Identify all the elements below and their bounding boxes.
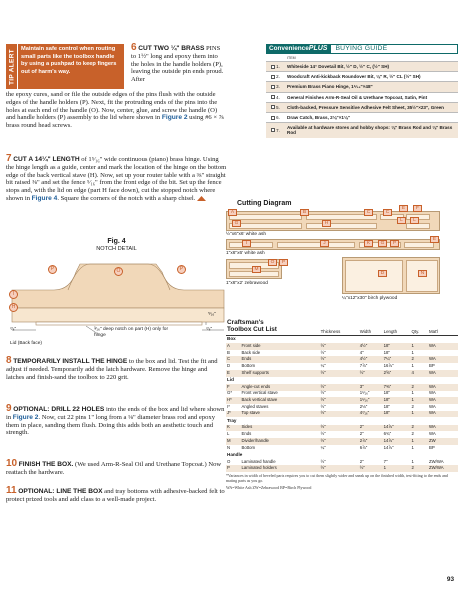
- board-label: 1"x6"x2' zebrawood: [226, 281, 268, 286]
- figure-subtitle: NOTCH DETAIL: [96, 246, 137, 252]
- step-number: 6: [131, 42, 137, 53]
- table-cell: Ends: [240, 356, 319, 363]
- list-item: [266, 81, 458, 91]
- list-item: [266, 112, 458, 122]
- section-label: Lid: [227, 377, 234, 383]
- step-text: (We used Arm-R-Seal Oil and Urethane Topcoat.) Now reattach the hardware.: [6, 461, 222, 476]
- table-cell: WA: [428, 343, 458, 350]
- item-number: 2.: [276, 74, 280, 80]
- step-text: . Square the corners of the notch with a sharp chisel.: [57, 194, 196, 202]
- checkbox[interactable]: [271, 128, 275, 132]
- part-label-g: G: [232, 220, 241, 227]
- column-header: Length: [383, 328, 398, 334]
- lid-label: Lid (Back face): [10, 341, 42, 346]
- table-row: [226, 425, 458, 432]
- step-heading: CUT TWO ¼" BRASS: [138, 45, 205, 52]
- table-cell: ½": [320, 411, 359, 418]
- step-text: . Now, cut 22 pins 1" long from a ⅛" diameter brass rod and epoxy them in place, sanding them flush. Doing this adds both an aesthetic touch and strength.: [6, 413, 215, 437]
- checkbox[interactable]: [271, 65, 275, 69]
- step-text: using #6 × ⅞ brass round head screws.: [6, 114, 224, 130]
- table-cell: ½": [320, 403, 326, 409]
- table-cell: 2: [410, 384, 428, 391]
- table-cell: 18": [383, 403, 390, 409]
- column-header: Width: [359, 328, 372, 334]
- table-cell: 1⁵⁄₁₆": [359, 397, 383, 404]
- table-cell: 2: [410, 465, 428, 472]
- part-label-n: N: [418, 270, 427, 277]
- step-heading: CUT A 14¼" LENGTH: [13, 156, 80, 163]
- table-cell: L: [227, 431, 230, 437]
- part-label-i: I: [242, 240, 251, 247]
- table-cell: D: [227, 363, 231, 369]
- table-cell: 1: [383, 465, 411, 472]
- section-row: [226, 451, 458, 458]
- step-number: 11: [6, 485, 17, 496]
- part-label-o: O: [268, 259, 277, 266]
- part-label-p: P: [177, 265, 186, 274]
- step-11: [6, 487, 227, 504]
- part-label-c: C: [364, 209, 373, 216]
- step-6-intro: [131, 44, 227, 84]
- table-cell: ZW: [428, 438, 458, 445]
- table-cell: Ends: [241, 431, 252, 437]
- table-cell: 2": [359, 425, 383, 432]
- table-row: [226, 397, 458, 404]
- table-cell: WA: [428, 384, 458, 391]
- table-cell: WA: [428, 425, 458, 432]
- part-label-p: P: [279, 259, 288, 266]
- dimension-right: ⁷⁄₈": [206, 327, 213, 332]
- tip-alert-label: TIP ALERT: [8, 48, 15, 85]
- part-label-l: L: [410, 217, 419, 224]
- part-label-b: B: [300, 209, 309, 216]
- table-cell: WA: [428, 356, 458, 363]
- part-label-e: E: [430, 236, 439, 243]
- column-header: Mat'l: [428, 328, 439, 334]
- table-row: [226, 465, 458, 472]
- table-cell: 6⅞": [359, 444, 368, 450]
- step-7: [6, 155, 227, 203]
- end-mark-icon: [197, 196, 206, 201]
- step-heading: FINISH THE BOX.: [18, 461, 74, 468]
- part-label-d: D: [378, 270, 387, 277]
- page-number: 93: [446, 576, 454, 583]
- figure-reference-link[interactable]: Figure 4: [31, 194, 58, 202]
- board-white-ash-1in: [226, 239, 440, 250]
- table-cell: 18": [383, 390, 390, 396]
- part-label-i: I: [9, 290, 18, 299]
- table-cell: 1: [410, 343, 428, 350]
- part-label-e: E: [399, 205, 408, 212]
- step-text: and tray bottoms with adhesive-backed felt to protect prized tools and add class to a well-made project.: [6, 488, 225, 503]
- table-cell: BP: [428, 444, 435, 450]
- board-label: ¼"x12"x30" birch plywood: [342, 296, 398, 301]
- part-label-o: O: [114, 267, 123, 276]
- table-cell: B: [227, 349, 230, 355]
- table-cell: ½": [320, 438, 359, 445]
- table-cell: J*: [226, 411, 240, 418]
- buying-guide-header: [266, 44, 458, 54]
- step-9: [6, 405, 227, 437]
- step-number: 9: [6, 403, 12, 414]
- materials-legend: WA=White Ash ZW=Zebrawood BP=Birch Plywood: [226, 484, 312, 490]
- cut-list-table: [226, 318, 458, 472]
- step-text: to the box and lid. Test the fit and adjust if needed. Temporarily add the latch hardware. Remove the hinge and latches and finish-sand the toolbox to 220 grit.: [6, 358, 218, 381]
- item-description: Woodcraft Anti-kickback Roundover Bit, ⅛" R, ½" CL (½" SH): [287, 74, 421, 80]
- table-cell: 1: [411, 444, 414, 450]
- table-row: [226, 356, 458, 363]
- table-cell: 2⅞": [359, 438, 383, 445]
- table-cell: ZW/WA: [428, 458, 444, 464]
- table-cell: Shelf supports: [240, 370, 319, 377]
- notch-note: ³⁄₁₆" deep notch on part (H) only for hinge: [94, 327, 169, 338]
- table-cell: ¼": [320, 363, 326, 369]
- table-cell: ½": [320, 425, 359, 432]
- step-text: PINS to 1½" long and epoxy them into the holes in the handle holders (P), leaving the outside pin ends proud. After: [131, 45, 224, 84]
- table-cell: N: [227, 444, 231, 450]
- table-cell: WA: [428, 397, 458, 404]
- table-cell: O: [227, 458, 231, 464]
- item-description: Cloth-backed, Pressure Sensitive Adhesive Felt Sheet, 35½"×23", Green: [287, 104, 444, 110]
- board-label: ½"x6"x6' white ash: [226, 232, 267, 237]
- cut-list-title-line1: Craftsman's: [227, 319, 264, 326]
- table-cell: ½": [320, 431, 326, 437]
- table-cell: 4: [410, 370, 428, 377]
- table-cell: 2⅛": [359, 403, 368, 409]
- dimension-top: ⁵⁄₁₆": [208, 312, 217, 317]
- part-label-g: G: [378, 240, 387, 247]
- section-label: Box: [227, 336, 236, 342]
- table-cell: Bottom: [241, 363, 256, 369]
- table-cell: 18": [383, 397, 411, 404]
- table-row: [226, 404, 458, 411]
- item-column-header: ITEM: [287, 56, 296, 60]
- list-item: [266, 71, 458, 81]
- table-cell: ½": [320, 356, 359, 363]
- table-cell: WA: [428, 403, 436, 409]
- step-text: into the ends of the box and lid where shown in: [6, 406, 225, 421]
- table-cell: ½": [320, 343, 359, 350]
- part-label-p: P: [48, 265, 57, 274]
- table-row: [226, 411, 458, 418]
- table-cell: 4⁷⁄₁₆": [359, 411, 383, 418]
- table-cell: E: [226, 370, 240, 377]
- table-cell: G*: [227, 390, 233, 396]
- table-cell: 2": [359, 458, 364, 464]
- table-cell: 14⅞": [383, 438, 411, 445]
- buying-guide-list: [266, 61, 458, 138]
- table-cell: 1: [411, 458, 414, 464]
- checkbox[interactable]: [271, 116, 275, 120]
- table-cell: Front vertical stave: [241, 390, 278, 396]
- part-label-p: P: [390, 240, 399, 247]
- table-cell: K: [226, 425, 240, 432]
- tip-alert: [6, 44, 124, 89]
- cut-list-footnote: *Variances in width of beveled parts requires you to cut them slightly wider and sneak up on the finished width, test-fitting to the ends and mating parts as you go.: [226, 473, 448, 483]
- table-cell: 2: [410, 356, 428, 363]
- table-cell: H*: [226, 397, 240, 404]
- table-cell: C: [226, 356, 240, 363]
- table-cell: ½": [320, 384, 359, 391]
- table-cell: A: [226, 343, 240, 350]
- table-cell: WA: [428, 370, 458, 377]
- table-cell: 4½": [359, 343, 383, 350]
- item-number: 7.: [276, 127, 280, 133]
- table-cell: 2: [410, 425, 428, 432]
- table-cell: 7": [383, 458, 388, 464]
- table-cell: ½": [359, 370, 383, 377]
- brand-name: Convenience: [269, 45, 309, 52]
- step-text: the epoxy cures, sand or file the outside edges of the pins flush with the outside edges of the handle holders (P). Next, fit the protruding ends of the pins into the holes at each end of the handle (O). Now, center, glue, and screw the handle (O) and handle holders (P) assembly to the lid where shown in: [6, 91, 218, 122]
- table-cell: Laminated holders: [240, 465, 319, 472]
- table-cell: 1⁵⁄₁₆": [359, 390, 370, 396]
- part-label-h: H: [322, 220, 331, 227]
- step-heading: OPTIONAL: LINE THE BOX: [18, 488, 103, 495]
- step-heading: OPTIONAL: DRILL 22 HOLES: [13, 406, 105, 413]
- item-description: Premium Brass Piano Hinge, 1⁵⁄₁₆"×48": [287, 84, 373, 90]
- table-cell: 6¾": [383, 431, 392, 437]
- table-cell: ½": [320, 390, 326, 396]
- table-cell: 14⅞": [383, 425, 411, 432]
- table-cell: ½": [320, 465, 359, 472]
- item-description: Draw Catch, Brass, 2⅛"×1⅛": [287, 115, 350, 121]
- table-cell: 18": [383, 411, 411, 418]
- table-cell: Angled staves: [241, 403, 269, 409]
- table-cell: 1: [410, 411, 428, 418]
- part-label-h: H: [9, 303, 18, 312]
- table-cell: Bottom: [241, 444, 256, 450]
- table-cell: 2": [359, 431, 364, 437]
- table-cell: 18": [383, 343, 411, 350]
- section-label: Tray: [227, 417, 237, 423]
- buying-guide-title: BUYING GUIDE: [330, 44, 458, 54]
- item-number: 6.: [276, 115, 280, 121]
- step-heading: TEMPORARILY INSTALL THE HINGE: [13, 358, 128, 365]
- board-white-ash-half: [226, 211, 440, 231]
- step-10: [6, 460, 227, 477]
- step-8: [6, 357, 227, 381]
- table-cell: Top stave: [240, 411, 319, 418]
- table-row: [226, 370, 458, 377]
- table-cell: ½": [320, 458, 326, 464]
- item-number: 3.: [276, 84, 280, 90]
- section-row: [226, 417, 458, 424]
- table-cell: 7⅞": [359, 363, 368, 369]
- table-row: [226, 438, 458, 445]
- table-cell: WA: [428, 411, 458, 418]
- figure-title: Fig. 4: [107, 238, 126, 245]
- part-label-c: C: [383, 209, 392, 216]
- cut-list-body: [226, 335, 458, 472]
- cutting-diagram-title: Cutting Diagram: [237, 200, 292, 207]
- piece: [345, 260, 403, 292]
- table-cell: F: [226, 384, 240, 391]
- table-cell: Back side: [241, 349, 261, 355]
- table-cell: 1: [411, 349, 414, 355]
- column-header: Thickness: [320, 328, 341, 334]
- table-cell: 16⅞": [383, 363, 394, 369]
- item-number: 1.: [276, 64, 280, 69]
- table-row: [226, 350, 458, 357]
- brand-plus: PLUS: [308, 45, 328, 52]
- item-number: 4.: [276, 94, 280, 100]
- part-label-a: A: [228, 209, 237, 216]
- buying-guide: [266, 44, 458, 138]
- board-label: 1"x6"x6' white ash: [226, 251, 265, 256]
- table-cell: ½": [320, 397, 359, 404]
- table-row: [226, 431, 458, 438]
- figure-4-notch-detail: [6, 250, 231, 350]
- cut-list-title: [226, 318, 320, 335]
- table-cell: 14⅞": [383, 444, 394, 450]
- table-cell: ZW/WA: [428, 465, 458, 472]
- checkbox[interactable]: [271, 75, 275, 79]
- cut-list-title-line2: Toolbox Cut List: [227, 326, 277, 334]
- part-label-j: J: [320, 240, 329, 247]
- table-cell: 4½": [359, 356, 383, 363]
- table-cell: I*: [227, 403, 230, 409]
- section-row: [226, 377, 458, 384]
- tip-alert-text: Maintain safe control when routing small parts like the toolbox handle by using a pushpad to keep fingers out of harm's way.: [21, 46, 117, 75]
- table-cell: Divider/handle: [240, 438, 319, 445]
- table-cell: Laminated handle: [241, 458, 276, 464]
- table-cell: 1: [410, 438, 428, 445]
- figure-reference-link[interactable]: Figure 2: [12, 413, 39, 421]
- part-label-k: K: [364, 240, 373, 247]
- list-item: [266, 61, 458, 71]
- piece: [306, 223, 377, 229]
- checkbox[interactable]: [271, 95, 275, 99]
- table-cell: Angle-cut ends: [240, 384, 319, 391]
- item-description: Available at hardware stores and hobby shops: ⅛" Brass Rod and ⅛" Brass Rod: [287, 125, 453, 136]
- table-cell: 4": [359, 349, 364, 355]
- piece: [277, 242, 355, 248]
- table-cell: Front side: [240, 343, 319, 350]
- table-cell: 2⅝": [383, 370, 411, 377]
- section-row: [226, 335, 458, 343]
- list-item: [266, 92, 458, 102]
- tip-alert-label-box: [6, 44, 18, 89]
- table-cell: 7⅜": [383, 384, 411, 391]
- table-row: [226, 363, 458, 370]
- column-header: Qty.: [411, 328, 420, 334]
- cut-list: [226, 318, 458, 490]
- item-description: General Finishes Arm-R-Seal Oil & Urethane Topcoat, Satin, Pint: [287, 94, 428, 100]
- table-row: [226, 343, 458, 350]
- table-cell: 18": [383, 349, 390, 355]
- dimension-left: ⁷⁄₈": [10, 327, 17, 332]
- table-cell: ½": [320, 349, 326, 355]
- table-cell: 7¼": [383, 356, 411, 363]
- item-number: 5.: [276, 104, 280, 110]
- checkbox[interactable]: [271, 85, 275, 89]
- section-label: Handle: [227, 451, 243, 457]
- table-cell: 2: [411, 431, 414, 437]
- step-6-continued: [6, 91, 227, 130]
- step-number: 7: [6, 153, 12, 164]
- table-cell: Back vertical stave: [240, 397, 319, 404]
- piece: [229, 242, 273, 248]
- part-label-l: L: [397, 217, 406, 224]
- step-number: 8: [6, 355, 12, 366]
- part-label-m: M: [252, 266, 261, 273]
- list-item: [266, 102, 458, 112]
- list-item: [266, 122, 458, 137]
- table-cell: 2: [411, 403, 414, 409]
- part-label-f: F: [413, 205, 422, 212]
- table-cell: P: [226, 465, 240, 472]
- table-row: [226, 445, 458, 452]
- table-cell: M: [226, 438, 240, 445]
- step-number: 10: [6, 458, 18, 469]
- table-cell: 1: [410, 397, 428, 404]
- table-cell: 3": [359, 384, 383, 391]
- table-cell: ¼": [320, 444, 326, 450]
- table-cell: Sides: [240, 425, 319, 432]
- table-cell: WA: [428, 431, 436, 437]
- checkbox[interactable]: [271, 105, 275, 109]
- table-cell: 1: [411, 363, 414, 369]
- figure-reference-link[interactable]: Figure 2: [161, 114, 188, 122]
- table-cell: 1: [411, 390, 414, 396]
- step-text: of 1⁵⁄₁₆" wide continuous (piano) brass hinge. Using the hinge length as a guide, center and mark the location of the hinge on the bottom edge of the back vertical stave (H). Now, set up your router table with a ⅜" straight bit raised ⅜" and set the fence ⁵⁄₁₆" from the front edge of the bit. Set up the fence stops and, with the lid on edge (part H face down), cut the stopped notch where shown in: [6, 156, 227, 202]
- brand-badge: [266, 44, 330, 54]
- table-cell: ½": [359, 465, 383, 472]
- table-cell: ½": [320, 370, 359, 377]
- item-description: Whiteside 14° Dovetail Bit, ½" D, ½" C, (½" SH): [287, 64, 390, 69]
- table-cell: BP: [428, 363, 435, 369]
- table-cell: WA: [428, 390, 436, 396]
